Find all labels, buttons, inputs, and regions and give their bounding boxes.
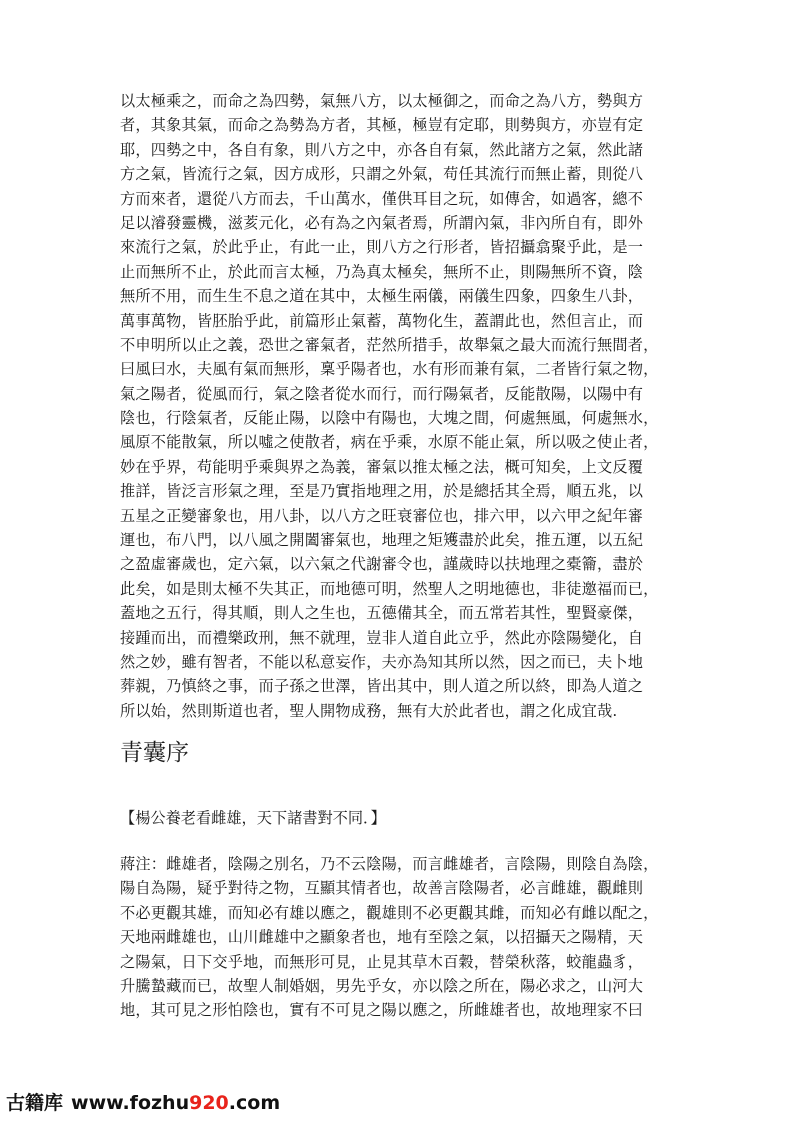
text-line: 風原不能散氣，所以噓之使散者，病在乎乘，水原不能止氣，所以吸之使止者，	[120, 433, 659, 452]
text-line: 陰也，行陰氣者，反能止陽，以陰中有陽也，大塊之間，何處無風，何處無水，	[120, 409, 659, 428]
text-line: 方之氣，皆流行之氣，因方成形，只謂之外氣，苟任其流行而無止蓄，則從八	[120, 165, 644, 184]
text-line: 運也，布八門，以八風之開闔審氣也，地理之矩矱盡於此矣，推五運，以五紀	[120, 531, 644, 550]
verse-quote: 【楊公養老看雌雄，天下諸書對不同．】	[120, 809, 386, 827]
site-url-prefix: www.fozhu	[71, 1092, 190, 1114]
site-name: 古籍库	[6, 1092, 64, 1114]
text-line: 耶，四勢之中，各自有象，則八方之中，亦各自有氣，然此諸方之氣，然此諸	[120, 140, 644, 159]
text-line: 止而無所不止，於此而言太極，乃為真太極矣，無所不止，則陽無所不資，陰	[120, 262, 644, 281]
text-line: 接踵而出，而禮樂政刑，無不就理，豈非人道自此立乎，然此亦陰陽變化，自	[120, 628, 644, 647]
text-line: 五星之正變審象也，用八卦，以八方之旺衰審位也，排六甲，以六甲之紀年審	[120, 506, 644, 525]
text-line: 氣之陽者，從風而行，氣之陰者從水而行，而行陽氣者，反能散陽，以陽中有	[120, 384, 644, 403]
text-line: 以太極乘之，而命之為四勢，氣無八方，以太極御之，而命之為八方，勢與方	[120, 92, 644, 110]
text-line: 推詳，皆泛言形氣之理，至是乃實指地理之用，於是總括其全焉，順五兆，以	[120, 482, 644, 501]
commentary-line: 蔣注：雌雄者，陰陽之別名，乃不云陰陽，而言雌雄者，言陰陽，則陰自為陰，	[120, 855, 659, 873]
text-line: 然之妙，雖有智者，不能以私意妄作，夫亦為知其所以然，因之而已，夫卜地	[120, 652, 644, 671]
commentary-line: 升騰蟄藏而已，故聖人制婚姻，男先乎女，亦以陰之所在，陽必求之，山河大	[120, 976, 644, 995]
section-heading: 青囊序	[120, 740, 189, 766]
commentary-block	[120, 852, 680, 1023]
text-line: 之盈虛審歲也，定六氣，以六氣之代謝審令也，謹歲時以扶地理之橐籥，盡於	[120, 555, 644, 574]
commentary-line: 之陽氣，日下交乎地，而無形可見，止見其草木百穀，替榮秋落，蛟龍蟲豸，	[120, 952, 644, 971]
site-url-suffix: .com	[228, 1092, 281, 1114]
text-line: 來流行之氣，於此乎止，有此一止，則八方之行形者，皆招攝翕聚乎此，是一	[120, 238, 644, 257]
commentary-line: 陽自為陽，疑乎對待之物，互顯其情者也，故善言陰陽者，必言雌雄，觀雌則	[120, 879, 644, 898]
site-watermark	[6, 1091, 280, 1115]
text-line: 不申明所以止之義，恐世之審氣者，茫然所措手，故舉氣之最大而流行無間者，	[120, 335, 659, 354]
commentary-line: 天地兩雌雄也，山川雌雄中之顯象者也，地有至陰之氣，以招攝天之陽精，天	[120, 928, 644, 947]
main-text-block	[120, 89, 680, 723]
text-line: 此矣，如是則太極不失其正，而地德可明，然聖人之明地德也，非徒邀福而已，	[120, 579, 659, 598]
commentary-line: 地，其可見之形怕陰也，實有不可見之陽以應之，所雌雄者也，故地理家不曰	[120, 1001, 644, 1020]
text-line: 萬事萬物，皆胚胎乎此，前篇形止氣蓄，萬物化生，蓋謂此也，然但言止，而	[120, 311, 644, 330]
text-line: 無所不用，而生生不息之道在其中，太極生兩儀，兩儀生四象，四象生八卦，	[120, 287, 644, 306]
text-line: 所以始，然則斯道也者，聖人開物成務，無有大於此者也，謂之化成宜哉.	[120, 701, 618, 720]
text-line: 葬親，乃慎終之事，而子孫之世澤，皆出其中，則人道之所以終，即為人道之	[120, 677, 644, 696]
text-line: 妙在乎界，苟能明乎乘與界之為義，審氣以推太極之法，概可知矣，上文反覆	[120, 457, 644, 476]
text-line: 者，其象其氣，而命之為勢為方者，其極，極豈有定耶，則勢與方，亦豈有定	[120, 116, 644, 135]
text-line: 蓋地之五行，得其順，則人之生也，五德備其全，而五常若其性，聖賢豪傑，	[120, 604, 644, 623]
text-line: 曰風曰水，夫風有氣而無形，稟乎陽者也，水有形而兼有氣，二者皆行氣之物，	[120, 360, 659, 379]
text-line: 足以濬發靈機，滋荄元化，必有為之內氣者焉，所謂內氣，非內所自有，即外	[120, 213, 644, 232]
site-url-number: 920	[189, 1092, 229, 1114]
text-line: 方而來者，還從八方而去，千山萬水，僅供耳目之玩，如傳舍，如過客，總不	[120, 189, 644, 208]
commentary-line: 不必更觀其雄，而知必有雄以應之，觀雄則不必更觀其雌，而知必有雌以配之，	[120, 903, 659, 922]
